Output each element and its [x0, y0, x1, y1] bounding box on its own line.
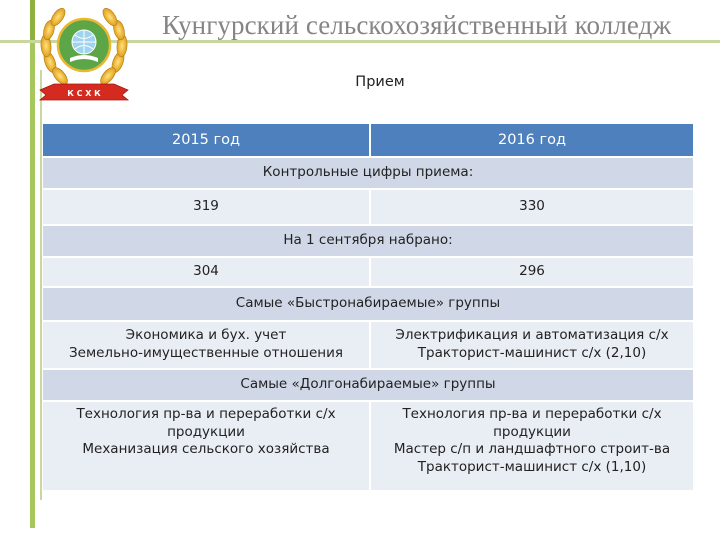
list-item: Механизация сельского хозяйства [82, 441, 330, 458]
control-figure-2015: 319 [43, 190, 371, 226]
enrolled-values-row [43, 258, 693, 288]
control-figure-2016: 330 [371, 190, 693, 226]
column-header-2015: 2015 год [43, 124, 371, 158]
college-emblem-logo [30, 0, 138, 112]
slow-groups-values-row [43, 402, 693, 492]
fast-groups-2016 [371, 322, 693, 370]
list-item: Тракторист-машинист с/х (1,10) [417, 458, 647, 475]
column-header-2016: 2016 год [371, 124, 693, 158]
slow-groups-label-row [43, 370, 693, 402]
enrolled-2016: 296 [371, 258, 693, 288]
enrolled-2015: 304 [43, 258, 371, 288]
list-item: Технология пр-ва и переработки с/х [402, 406, 662, 422]
svg-text:К С Х К: К С Х К [67, 89, 101, 98]
list-item: Тракторист-машинист с/х (2,10) [417, 345, 647, 361]
slow-groups-2015 [43, 402, 371, 492]
fast-groups-2015 [43, 322, 371, 370]
fast-groups-label-row [43, 288, 693, 322]
fast-groups-label: Самые «Быстронабираемые» группы [43, 288, 693, 322]
list-item: продукции [167, 423, 245, 440]
slow-groups-2016 [371, 402, 693, 492]
slow-groups-label: Самые «Долгонабираемые» группы [43, 370, 693, 402]
admissions-table [42, 123, 692, 493]
list-item: Технология пр-ва и переработки с/х [76, 406, 336, 422]
page-heading: Прием [355, 74, 405, 90]
fast-groups-values-row [43, 322, 693, 370]
enrolled-label-row [43, 226, 693, 258]
enrolled-label: На 1 сентября набрано: [43, 226, 693, 258]
control-figures-values-row [43, 190, 693, 226]
list-item: Экономика и бух. учет [125, 327, 287, 344]
control-figures-label-row [43, 158, 693, 190]
control-figures-label: Контрольные цифры приема: [43, 158, 693, 190]
list-item: Электрификация и автоматизация с/х [395, 327, 669, 344]
list-item: Земельно-имущественные отношения [68, 345, 343, 361]
list-item: продукции [493, 423, 571, 440]
college-title: Кунгурский сельскохозяйственный колледж [162, 10, 672, 40]
list-item: Мастер с/п и ландшафтного строит-ва [393, 441, 671, 458]
table-header-row [43, 124, 693, 158]
